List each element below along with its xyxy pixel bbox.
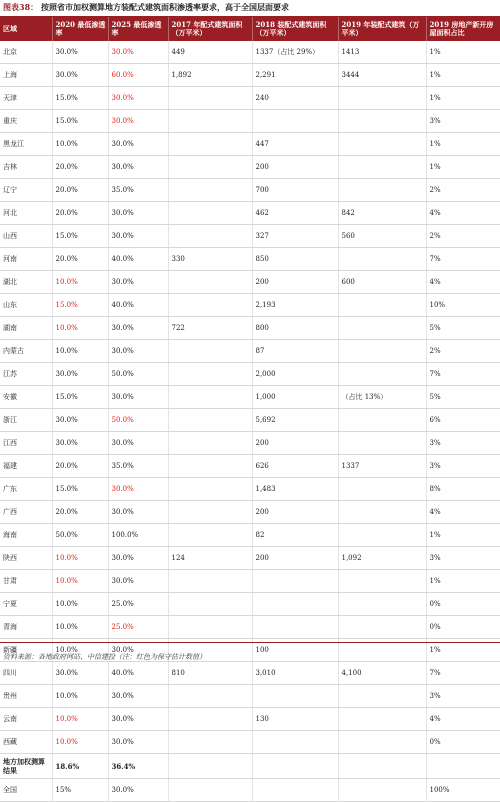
area-2018-cell: 130 (252, 708, 338, 731)
area-2018-cell (252, 110, 338, 133)
region-cell: 江西 (0, 432, 52, 455)
rate-2025-cell: 35.0% (108, 455, 168, 478)
rate-2020-cell: 10.0% (52, 133, 108, 156)
table-row (0, 133, 500, 156)
rate-2020-cell: 20.0% (52, 179, 108, 202)
area-2019-cell: 842 (338, 202, 426, 225)
national-2019-share: 100% (426, 779, 500, 802)
area-2019-cell (338, 478, 426, 501)
area-2019-cell: 3444 (338, 64, 426, 87)
share-2019-cell: 3% (426, 432, 500, 455)
area-2017-cell (168, 731, 252, 754)
area-2019-cell (338, 340, 426, 363)
region-cell: 山西 (0, 225, 52, 248)
share-2019-cell: 5% (426, 317, 500, 340)
area-2019-cell (338, 570, 426, 593)
table-row (0, 731, 500, 754)
area-2017-cell: 722 (168, 317, 252, 340)
share-2019-cell: 0% (426, 731, 500, 754)
penetration-table (0, 17, 500, 802)
table-row (0, 570, 500, 593)
share-2019-cell: 8% (426, 478, 500, 501)
area-2017-cell (168, 271, 252, 294)
area-2018-cell: 1,483 (252, 478, 338, 501)
region-cell: 广西 (0, 501, 52, 524)
national-2020-rate: 15% (52, 779, 108, 802)
rate-2025-cell: 30.0% (108, 156, 168, 179)
share-2019-cell: 1% (426, 639, 500, 662)
area-2018-cell: 200 (252, 156, 338, 179)
region-cell: 青海 (0, 616, 52, 639)
region-cell: 河北 (0, 202, 52, 225)
area-2017-cell (168, 593, 252, 616)
region-cell: 辽宁 (0, 179, 52, 202)
area-2017-cell (168, 340, 252, 363)
area-2017-cell (168, 294, 252, 317)
area-2018-cell: 850 (252, 248, 338, 271)
area-2019-cell (338, 179, 426, 202)
rate-2025-cell: 30.0% (108, 386, 168, 409)
area-2019-cell (338, 501, 426, 524)
region-cell: 北京 (0, 41, 52, 64)
area-2017-cell: 330 (168, 248, 252, 271)
area-2019-cell (338, 248, 426, 271)
share-2019-cell: 1% (426, 64, 500, 87)
area-2019-cell: 4,100 (338, 662, 426, 685)
weighted-2018-area (252, 754, 338, 779)
region-cell: 上海 (0, 64, 52, 87)
rate-2025-cell: 25.0% (108, 616, 168, 639)
weighted-2025-rate: 36.4% (108, 754, 168, 779)
share-2019-cell: 7% (426, 662, 500, 685)
area-2018-cell (252, 685, 338, 708)
rate-2020-cell: 30.0% (52, 432, 108, 455)
region-cell: 云南 (0, 708, 52, 731)
area-2018-cell: 200 (252, 432, 338, 455)
area-2017-cell (168, 202, 252, 225)
rate-2025-cell: 30.0% (108, 340, 168, 363)
area-2017-cell: 1,892 (168, 64, 252, 87)
rate-2025-cell: 40.0% (108, 248, 168, 271)
area-2019-cell: 1413 (338, 41, 426, 64)
area-2018-cell: 447 (252, 133, 338, 156)
table-row (0, 225, 500, 248)
region-cell: 湖南 (0, 317, 52, 340)
area-2018-cell: 327 (252, 225, 338, 248)
weighted-2020-rate: 18.6% (52, 754, 108, 779)
region-cell: 天津 (0, 87, 52, 110)
area-2017-cell (168, 501, 252, 524)
rate-2025-cell: 35.0% (108, 179, 168, 202)
rate-2025-cell: 30.0% (108, 478, 168, 501)
area-2017-cell (168, 110, 252, 133)
share-2019-cell: 1% (426, 570, 500, 593)
rate-2025-cell: 50.0% (108, 409, 168, 432)
national-2017-area (168, 779, 252, 802)
table-row (0, 179, 500, 202)
rate-2020-cell: 10.0% (52, 685, 108, 708)
area-2018-cell (252, 731, 338, 754)
area-2019-cell: （占比 13%） (338, 386, 426, 409)
share-2019-cell: 5% (426, 386, 500, 409)
rate-2020-cell: 15.0% (52, 87, 108, 110)
table-row (0, 248, 500, 271)
rate-2025-cell: 30.0% (108, 41, 168, 64)
area-2018-cell: 626 (252, 455, 338, 478)
rate-2025-cell: 60.0% (108, 64, 168, 87)
rate-2025-cell: 30.0% (108, 317, 168, 340)
rate-2025-cell: 30.0% (108, 202, 168, 225)
rate-2025-cell: 100.0% (108, 524, 168, 547)
weighted-2019-area (338, 754, 426, 779)
area-2019-cell (338, 708, 426, 731)
area-2018-cell: 1,000 (252, 386, 338, 409)
rate-2020-cell: 50.0% (52, 524, 108, 547)
col-header-2020-rate: 2020 最低渗透率 (52, 17, 108, 41)
col-header-region: 区域 (0, 17, 52, 41)
area-2019-cell: 1,092 (338, 547, 426, 570)
area-2018-cell: 1337（占比 29%） (252, 41, 338, 64)
share-2019-cell: 4% (426, 708, 500, 731)
col-header-2019-area: 2019 年装配式建筑（万平米） (338, 17, 426, 41)
area-2019-cell (338, 524, 426, 547)
region-cell: 江苏 (0, 363, 52, 386)
share-2019-cell: 4% (426, 271, 500, 294)
area-2019-cell (338, 110, 426, 133)
share-2019-cell: 1% (426, 41, 500, 64)
rate-2025-cell: 30.0% (108, 708, 168, 731)
region-cell: 陕西 (0, 547, 52, 570)
area-2018-cell (252, 616, 338, 639)
rate-2020-cell: 30.0% (52, 662, 108, 685)
table-row (0, 547, 500, 570)
area-2017-cell (168, 708, 252, 731)
region-cell: 甘肃 (0, 570, 52, 593)
weighted-result-row (0, 754, 500, 779)
table-row (0, 409, 500, 432)
rate-2020-cell: 15.0% (52, 225, 108, 248)
area-2019-cell (338, 593, 426, 616)
area-2017-cell (168, 179, 252, 202)
area-2017-cell (168, 156, 252, 179)
table-row (0, 87, 500, 110)
share-2019-cell: 3% (426, 455, 500, 478)
area-2019-cell (338, 294, 426, 317)
share-2019-cell: 4% (426, 202, 500, 225)
figure-title-bar (0, 0, 500, 17)
area-2019-cell (338, 409, 426, 432)
rate-2025-cell: 30.0% (108, 731, 168, 754)
share-2019-cell: 3% (426, 685, 500, 708)
table-row (0, 64, 500, 87)
rate-2020-cell: 30.0% (52, 64, 108, 87)
region-cell: 西藏 (0, 731, 52, 754)
area-2019-cell (338, 87, 426, 110)
rate-2020-cell: 10.0% (52, 616, 108, 639)
table-row (0, 41, 500, 64)
share-2019-cell: 2% (426, 179, 500, 202)
area-2018-cell: 2,193 (252, 294, 338, 317)
table-header-row (0, 17, 500, 41)
share-2019-cell: 3% (426, 110, 500, 133)
share-2019-cell: 7% (426, 363, 500, 386)
rate-2025-cell: 30.0% (108, 639, 168, 662)
rate-2020-cell: 10.0% (52, 708, 108, 731)
area-2017-cell (168, 363, 252, 386)
rate-2020-cell: 15.0% (52, 110, 108, 133)
share-2019-cell: 3% (426, 547, 500, 570)
rate-2020-cell: 10.0% (52, 570, 108, 593)
area-2018-cell: 200 (252, 501, 338, 524)
share-2019-cell: 0% (426, 616, 500, 639)
table-row (0, 432, 500, 455)
area-2018-cell (252, 593, 338, 616)
table-row (0, 662, 500, 685)
area-2018-cell: 2,291 (252, 64, 338, 87)
table-row (0, 524, 500, 547)
region-cell: 新疆 (0, 639, 52, 662)
rate-2020-cell: 10.0% (52, 639, 108, 662)
rate-2025-cell: 30.0% (108, 87, 168, 110)
region-cell: 广东 (0, 478, 52, 501)
rate-2020-cell: 10.0% (52, 593, 108, 616)
rate-2020-cell: 10.0% (52, 731, 108, 754)
region-cell: 内蒙古 (0, 340, 52, 363)
area-2018-cell: 82 (252, 524, 338, 547)
region-cell: 安徽 (0, 386, 52, 409)
share-2019-cell: 6% (426, 409, 500, 432)
share-2019-cell: 10% (426, 294, 500, 317)
area-2019-cell (338, 133, 426, 156)
table-row (0, 616, 500, 639)
figure-title: 按照省市加权测算地方装配式建筑面积渗透率要求，高于全国层面要求 (41, 2, 289, 12)
national-2019-area (338, 779, 426, 802)
rate-2020-cell: 15.0% (52, 294, 108, 317)
weighted-region: 地方加权测算结果 (0, 754, 52, 779)
share-2019-cell: 1% (426, 156, 500, 179)
col-header-2019-share: 2019 房地产新开房屋面积占比 (426, 17, 500, 41)
national-2018-area (252, 779, 338, 802)
area-2019-cell (338, 616, 426, 639)
region-cell: 黑龙江 (0, 133, 52, 156)
area-2018-cell: 5,692 (252, 409, 338, 432)
source-note: 资料来源：各地政府网站、中信建投（注：红色为保守估计数值） (3, 653, 206, 661)
rate-2020-cell: 30.0% (52, 41, 108, 64)
national-region: 全国 (0, 779, 52, 802)
rate-2025-cell: 30.0% (108, 110, 168, 133)
rate-2025-cell: 30.0% (108, 547, 168, 570)
region-cell: 重庆 (0, 110, 52, 133)
area-2018-cell: 200 (252, 271, 338, 294)
area-2019-cell: 1337 (338, 455, 426, 478)
region-cell: 湖北 (0, 271, 52, 294)
table-row (0, 501, 500, 524)
rate-2020-cell: 20.0% (52, 455, 108, 478)
rate-2020-cell: 20.0% (52, 202, 108, 225)
table-row (0, 455, 500, 478)
region-cell: 山东 (0, 294, 52, 317)
rate-2025-cell: 40.0% (108, 662, 168, 685)
area-2017-cell (168, 524, 252, 547)
table-row (0, 340, 500, 363)
area-2019-cell: 600 (338, 271, 426, 294)
table-row (0, 685, 500, 708)
col-header-2018-area: 2018 装配式建筑面积（万平米） (252, 17, 338, 41)
area-2017-cell (168, 455, 252, 478)
table-row (0, 110, 500, 133)
rate-2025-cell: 30.0% (108, 685, 168, 708)
table-row (0, 317, 500, 340)
table-row (0, 202, 500, 225)
table-row (0, 294, 500, 317)
table-row (0, 271, 500, 294)
rate-2025-cell: 25.0% (108, 593, 168, 616)
area-2017-cell (168, 685, 252, 708)
area-2018-cell: 240 (252, 87, 338, 110)
rate-2020-cell: 20.0% (52, 501, 108, 524)
area-2019-cell: 560 (338, 225, 426, 248)
col-header-2025-rate: 2025 最低渗透率 (108, 17, 168, 41)
area-2018-cell: 462 (252, 202, 338, 225)
table-body (0, 41, 500, 802)
table-row (0, 708, 500, 731)
national-row (0, 779, 500, 802)
rate-2025-cell: 30.0% (108, 271, 168, 294)
area-2019-cell (338, 432, 426, 455)
rate-2020-cell: 10.0% (52, 271, 108, 294)
rate-2025-cell: 30.0% (108, 225, 168, 248)
rate-2025-cell: 30.0% (108, 432, 168, 455)
area-2017-cell (168, 87, 252, 110)
rate-2025-cell: 30.0% (108, 133, 168, 156)
region-cell: 河南 (0, 248, 52, 271)
table-row (0, 363, 500, 386)
area-2019-cell (338, 156, 426, 179)
rate-2020-cell: 30.0% (52, 409, 108, 432)
region-cell: 吉林 (0, 156, 52, 179)
national-2025-rate: 30.0% (108, 779, 168, 802)
area-2017-cell (168, 225, 252, 248)
region-cell: 贵州 (0, 685, 52, 708)
rate-2025-cell: 30.0% (108, 570, 168, 593)
area-2018-cell: 700 (252, 179, 338, 202)
area-2017-cell (168, 478, 252, 501)
area-2018-cell: 3,010 (252, 662, 338, 685)
share-2019-cell: 2% (426, 340, 500, 363)
area-2017-cell (168, 409, 252, 432)
rate-2020-cell: 15.0% (52, 386, 108, 409)
area-2018-cell (252, 570, 338, 593)
rate-2025-cell: 30.0% (108, 501, 168, 524)
area-2018-cell: 2,000 (252, 363, 338, 386)
area-2019-cell (338, 731, 426, 754)
area-2017-cell (168, 570, 252, 593)
area-2017-cell: 124 (168, 547, 252, 570)
region-cell: 海南 (0, 524, 52, 547)
area-2017-cell (168, 133, 252, 156)
rate-2025-cell: 50.0% (108, 363, 168, 386)
region-cell: 宁夏 (0, 593, 52, 616)
share-2019-cell: 1% (426, 133, 500, 156)
share-2019-cell: 1% (426, 87, 500, 110)
rate-2025-cell: 40.0% (108, 294, 168, 317)
area-2017-cell: 810 (168, 662, 252, 685)
area-2017-cell: 449 (168, 41, 252, 64)
share-2019-cell: 1% (426, 524, 500, 547)
share-2019-cell: 2% (426, 225, 500, 248)
region-cell: 浙江 (0, 409, 52, 432)
rate-2020-cell: 15.0% (52, 478, 108, 501)
table-row (0, 478, 500, 501)
share-2019-cell: 0% (426, 593, 500, 616)
table-row (0, 593, 500, 616)
area-2018-cell: 800 (252, 317, 338, 340)
table-row (0, 386, 500, 409)
area-2018-cell: 100 (252, 639, 338, 662)
area-2017-cell (168, 432, 252, 455)
area-2019-cell (338, 363, 426, 386)
rate-2020-cell: 10.0% (52, 547, 108, 570)
rate-2020-cell: 20.0% (52, 156, 108, 179)
rate-2020-cell: 30.0% (52, 363, 108, 386)
area-2017-cell (168, 386, 252, 409)
share-2019-cell: 4% (426, 501, 500, 524)
share-2019-cell: 7% (426, 248, 500, 271)
area-2018-cell: 87 (252, 340, 338, 363)
col-header-2017-area: 2017 年配式建筑面积（万平米） (168, 17, 252, 41)
area-2017-cell (168, 616, 252, 639)
weighted-2019-share (426, 754, 500, 779)
rate-2020-cell: 20.0% (52, 248, 108, 271)
bottom-rule (0, 642, 500, 643)
area-2019-cell (338, 317, 426, 340)
region-cell: 福建 (0, 455, 52, 478)
area-2019-cell (338, 685, 426, 708)
area-2018-cell: 200 (252, 547, 338, 570)
figure-label: 图表38： (3, 2, 39, 12)
rate-2020-cell: 10.0% (52, 340, 108, 363)
region-cell: 四川 (0, 662, 52, 685)
table-row (0, 156, 500, 179)
weighted-2017-area (168, 754, 252, 779)
rate-2020-cell: 10.0% (52, 317, 108, 340)
